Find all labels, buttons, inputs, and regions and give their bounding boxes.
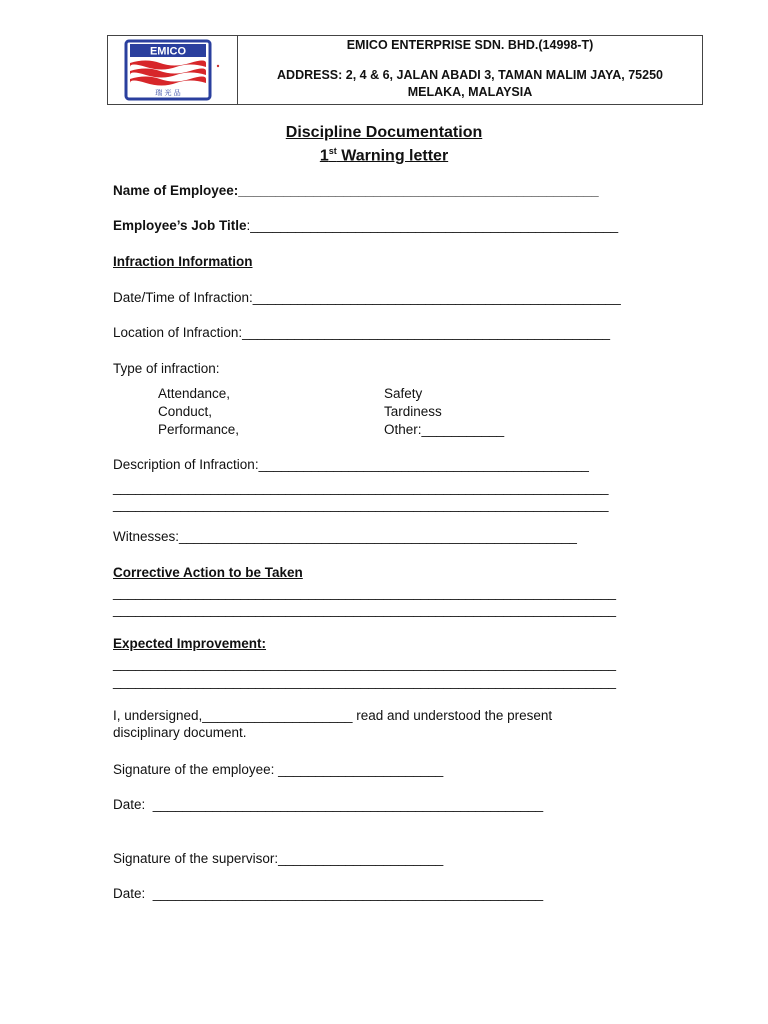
date-time-field[interactable]: Date/Time of Infraction:_________________________________________________ <box>113 290 621 305</box>
location-field[interactable]: Location of Infraction:_________________________________________________ <box>113 325 610 340</box>
type-option-conduct[interactable]: Conduct, <box>158 404 213 419</box>
supervisor-date-field[interactable]: Date: ____________________________________________________ <box>113 886 544 901</box>
type-option-safety[interactable]: Safety <box>384 386 423 401</box>
description-line[interactable]: __________________________________________________________________ <box>113 497 609 512</box>
company-cell <box>238 36 702 104</box>
type-option-tardiness[interactable]: Tardiness <box>384 404 442 419</box>
corrective-action-line[interactable]: ___________________________________________________________________ <box>113 602 617 617</box>
description-line[interactable]: __________________________________________________________________ <box>113 480 609 495</box>
undersigned-statement[interactable]: I, undersigned,____________________ read and understood the present <box>113 708 553 723</box>
logo-text: EMICO <box>149 45 187 58</box>
employee-date-field[interactable]: Date: ____________________________________________________ <box>113 797 544 812</box>
expected-improvement-line[interactable]: ___________________________________________________________________ <box>113 674 617 689</box>
corrective-action-heading: Corrective Action to be Taken <box>113 565 303 580</box>
emico-logo <box>108 36 238 104</box>
job-title-field[interactable] <box>113 218 618 233</box>
expected-improvement-heading: Expected Improvement: <box>113 636 267 651</box>
document-subtitle <box>0 146 768 165</box>
logo-cell <box>108 36 238 104</box>
expected-improvement-line[interactable]: ___________________________________________________________________ <box>113 656 617 671</box>
description-field[interactable]: Description of Infraction:____________________________________________ <box>113 457 589 472</box>
warning-letter-text: Warning letter <box>336 147 449 165</box>
job-title-label: Employee’s Job Title <box>113 218 247 233</box>
address-line-1: ADDRESS: 2, 4 & 6, JALAN ABADI 3, TAMAN MALIM JAYA, 75250 <box>277 68 663 82</box>
logo-subtext: 瑞 光 品 <box>155 89 181 97</box>
warning-ordinal: st <box>328 146 337 156</box>
document-title: Discipline Documentation <box>285 124 483 141</box>
type-option-other[interactable]: Other:___________ <box>384 422 505 437</box>
employee-signature-field[interactable]: Signature of the employee: ______________________ <box>113 762 444 777</box>
company-name: EMICO ENTERPRISE SDN. BHD.(14998-T) <box>346 38 594 52</box>
corrective-action-line[interactable]: ___________________________________________________________________ <box>113 585 617 600</box>
type-label: Type of infraction: <box>113 361 220 376</box>
address-line-2: MELAKA, MALAYSIA <box>407 85 533 99</box>
letterhead-table <box>107 35 703 105</box>
witnesses-field[interactable]: Witnesses:_____________________________________________________ <box>113 529 577 544</box>
type-option-performance[interactable]: Performance, <box>158 422 240 437</box>
infraction-heading: Infraction Information <box>113 254 253 269</box>
supervisor-signature-field[interactable]: Signature of the supervisor:______________________ <box>113 851 444 866</box>
job-title-blank[interactable]: :_________________________________________________ <box>246 218 619 233</box>
type-option-attendance[interactable]: Attendance, <box>158 386 231 401</box>
undersigned-statement-cont: disciplinary document. <box>113 725 247 740</box>
employee-name-field[interactable]: Name of Employee:________________________________________________ <box>113 183 599 198</box>
warning-number: 1 <box>319 147 329 165</box>
